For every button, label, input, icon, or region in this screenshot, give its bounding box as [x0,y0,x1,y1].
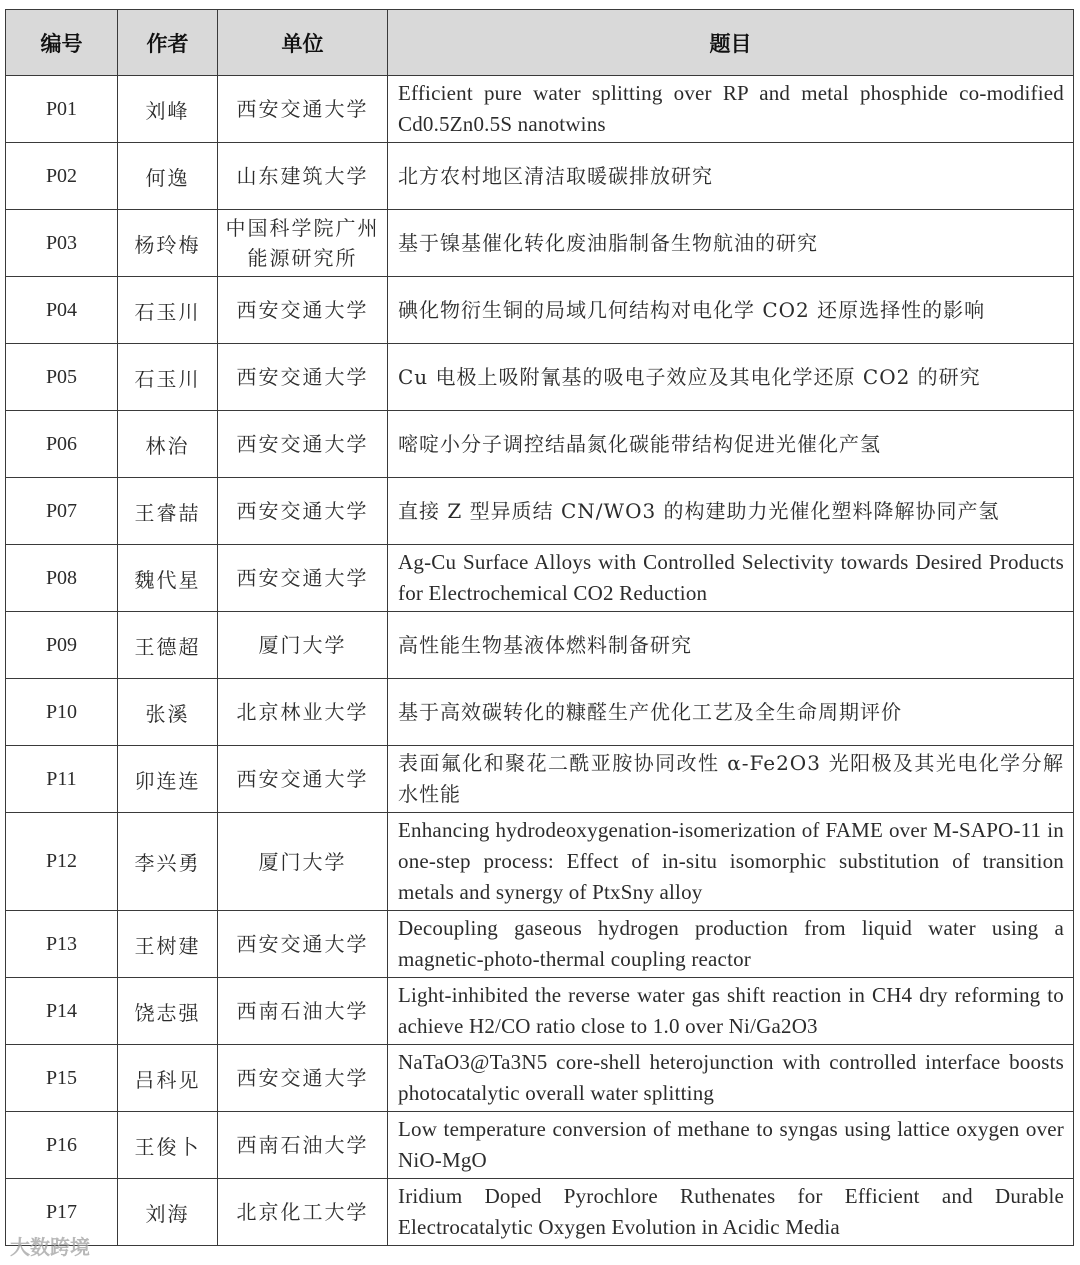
table-row [6,210,1074,277]
cell-unit: 中国科学院广州能源研究所 [218,210,388,277]
cell-author: 杨玲梅 [118,210,218,277]
cell-unit: 厦门大学 [218,612,388,679]
cell-title: 高性能生物基液体燃料制备研究 [388,612,1074,679]
table-row [6,478,1074,545]
table-row [6,143,1074,210]
watermark-text: 大数跨境 [10,1235,90,1259]
cell-title: Enhancing hydrodeoxygenation-isomerization of FAME over M-SAPO-11 in one-step process: Effect of in-situ isomorphic substitution of transition metals and synergy of PtxSny alloy [388,813,1074,911]
cell-author: 魏代星 [118,545,218,612]
cell-author: 何逸 [118,143,218,210]
cell-unit: 西安交通大学 [218,911,388,978]
cell-author: 刘海 [118,1179,218,1246]
table-row [6,1045,1074,1112]
cell-id: P07 [6,478,118,545]
header-id: 编号 [6,10,118,76]
cell-id: P08 [6,545,118,612]
table-row [6,1179,1074,1246]
cell-id: P11 [6,746,118,813]
presentation-table [5,9,1074,1246]
cell-title: Cu 电极上吸附氰基的吸电子效应及其电化学还原 CO2 的研究 [388,344,1074,411]
cell-title: 基于高效碳转化的糠醛生产优化工艺及全生命周期评价 [388,679,1074,746]
cell-unit: 厦门大学 [218,813,388,911]
cell-title: Ag-Cu Surface Alloys with Controlled Selectivity towards Desired Products for Electrochemical CO2 Reduction [388,545,1074,612]
table-row [6,813,1074,911]
cell-unit: 西安交通大学 [218,478,388,545]
cell-author: 石玉川 [118,277,218,344]
cell-author: 王睿喆 [118,478,218,545]
cell-title: Iridium Doped Pyrochlore Ruthenates for Efficient and Durable Electrocatalytic Oxygen Evolution in Acidic Media [388,1179,1074,1246]
cell-author: 刘峰 [118,76,218,143]
cell-title: 北方农村地区清洁取暖碳排放研究 [388,143,1074,210]
cell-author: 王俊卜 [118,1112,218,1179]
cell-title: Low temperature conversion of methane to syngas using lattice oxygen over NiO-MgO [388,1112,1074,1179]
cell-author: 李兴勇 [118,813,218,911]
cell-title: 直接 Z 型异质结 CN/WO3 的构建助力光催化塑料降解协同产氢 [388,478,1074,545]
cell-author: 石玉川 [118,344,218,411]
cell-author: 王树建 [118,911,218,978]
header-title: 题目 [388,10,1074,76]
cell-id: P17 [6,1179,118,1246]
cell-unit: 西安交通大学 [218,277,388,344]
table-row [6,545,1074,612]
cell-id: P14 [6,978,118,1045]
cell-unit: 北京林业大学 [218,679,388,746]
cell-title: 表面氟化和聚花二酰亚胺协同改性 α-Fe2O3 光阳极及其光电化学分解水性能 [388,746,1074,813]
watermark-logo [10,1231,90,1260]
cell-id: P05 [6,344,118,411]
cell-id: P06 [6,411,118,478]
cell-id: P16 [6,1112,118,1179]
table-row [6,76,1074,143]
table-header-row [6,10,1074,76]
cell-title: Decoupling gaseous hydrogen production from liquid water using a magnetic-photo-thermal coupling reactor [388,911,1074,978]
cell-id: P03 [6,210,118,277]
table-row [6,911,1074,978]
cell-unit: 西安交通大学 [218,746,388,813]
cell-title: 碘化物衍生铜的局域几何结构对电化学 CO2 还原选择性的影响 [388,277,1074,344]
table-row [6,344,1074,411]
cell-id: P01 [6,76,118,143]
header-unit: 单位 [218,10,388,76]
cell-id: P10 [6,679,118,746]
cell-unit: 西南石油大学 [218,978,388,1045]
table-row [6,978,1074,1045]
cell-author: 卯连连 [118,746,218,813]
cell-title: 基于镍基催化转化废油脂制备生物航油的研究 [388,210,1074,277]
cell-unit: 山东建筑大学 [218,143,388,210]
cell-title: 嘧啶小分子调控结晶氮化碳能带结构促进光催化产氢 [388,411,1074,478]
cell-unit: 西安交通大学 [218,76,388,143]
cell-unit: 西安交通大学 [218,411,388,478]
table-row [6,679,1074,746]
cell-author: 林治 [118,411,218,478]
table-row [6,411,1074,478]
cell-title: Efficient pure water splitting over RP and metal phosphide co-modified Cd0.5Zn0.5S nanotwins [388,76,1074,143]
table-row [6,1112,1074,1179]
cell-id: P02 [6,143,118,210]
cell-id: P04 [6,277,118,344]
cell-author: 王德超 [118,612,218,679]
table-row [6,612,1074,679]
cell-unit: 西南石油大学 [218,1112,388,1179]
cell-title: Light-inhibited the reverse water gas shift reaction in CH4 dry reforming to achieve H2/CO ratio close to 1.0 over Ni/Ga2O3 [388,978,1074,1045]
table-row [6,746,1074,813]
cell-id: P09 [6,612,118,679]
cell-author: 饶志强 [118,978,218,1045]
cell-author: 张溪 [118,679,218,746]
cell-author: 吕科见 [118,1045,218,1112]
header-author: 作者 [118,10,218,76]
cell-unit: 西安交通大学 [218,344,388,411]
table-row [6,277,1074,344]
cell-title: NaTaO3@Ta3N5 core-shell heterojunction with controlled interface boosts photocatalytic overall water splitting [388,1045,1074,1112]
cell-unit: 北京化工大学 [218,1179,388,1246]
cell-id: P12 [6,813,118,911]
cell-id: P15 [6,1045,118,1112]
cell-unit: 西安交通大学 [218,545,388,612]
cell-unit: 西安交通大学 [218,1045,388,1112]
cell-id: P13 [6,911,118,978]
